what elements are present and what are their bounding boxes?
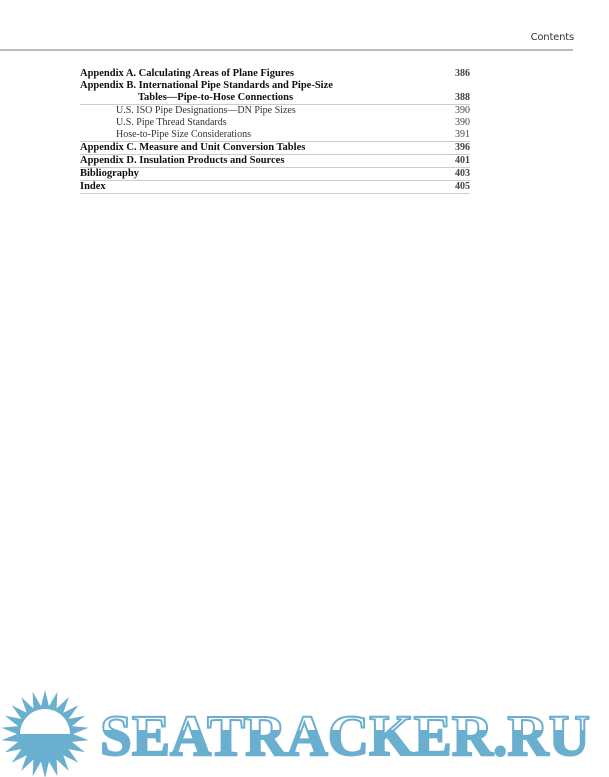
toc-entry[interactable]: Bibliography 403: [80, 168, 470, 179]
watermark-logo: [0, 682, 609, 777]
table-of-contents: [80, 68, 470, 194]
running-header: Contents: [530, 32, 574, 43]
toc-entry[interactable]: Appendix D. Insulation Products and Sources 401: [80, 155, 470, 166]
sun-icon: [1, 690, 88, 777]
watermark-text: SEATRACKER.RU: [100, 703, 590, 768]
toc-entry[interactable]: Appendix A. Calculating Areas of Plane Figures 386: [80, 68, 470, 79]
toc-entry[interactable]: Tables—Pipe-to-Hose Connections 388: [80, 92, 470, 105]
header-rule: [0, 49, 573, 51]
toc-entry[interactable]: Appendix C. Measure and Unit Conversion Tables 396: [80, 142, 470, 153]
toc-entry[interactable]: U.S. Pipe Thread Standards 390: [116, 117, 470, 128]
toc-entry[interactable]: U.S. ISO Pipe Designations—DN Pipe Sizes 390: [116, 105, 470, 116]
toc-entry[interactable]: Index 405: [80, 181, 470, 192]
toc-entry[interactable]: Appendix B. International Pipe Standards and Pipe-Size: [80, 80, 333, 91]
toc-entry[interactable]: Hose-to-Pipe Size Considerations 391: [80, 129, 470, 142]
